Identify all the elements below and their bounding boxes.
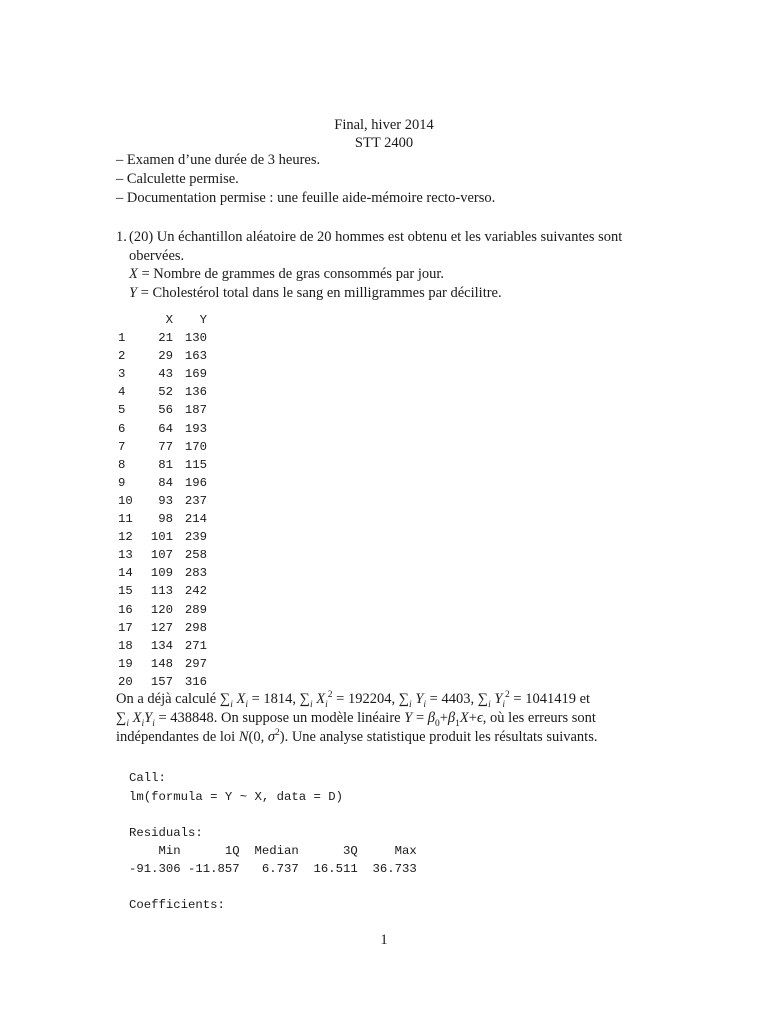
x-value: 52 bbox=[158, 385, 173, 400]
x-value: 148 bbox=[150, 656, 173, 671]
sums-line-2: $\sum_i$ $X_iY_i = 438848$. On suppose un modèle linéaire $Y = \beta_0+\beta_1X+\epsilon$, où les erreurs sont bbox=[116, 710, 596, 729]
column-header-y: Y bbox=[199, 313, 207, 327]
y-value: 297 bbox=[184, 656, 207, 671]
table-row bbox=[118, 619, 207, 637]
y-value: 237 bbox=[184, 493, 207, 508]
question-number: 1. bbox=[116, 229, 127, 245]
table-row bbox=[118, 564, 207, 582]
rule-documentation: – Documentation permise : une feuille aide-mémoire recto-verso. bbox=[116, 190, 496, 206]
table-row bbox=[118, 438, 207, 456]
sums-line-3: indépendantes de loi N(0, $\sigma^2$). Une analyse statistique produit les résultats suivants. bbox=[116, 728, 598, 745]
variable-y-text: = Cholestérol total dans le sang en milligrammes par décilitre. bbox=[140, 284, 502, 301]
row-index: 19 bbox=[118, 656, 133, 671]
y-value: 298 bbox=[184, 620, 207, 635]
x-value: 127 bbox=[150, 620, 173, 635]
question-intro-line2: obervées. bbox=[129, 247, 185, 264]
y-value: 136 bbox=[184, 385, 207, 400]
rule-calculator: – Calculette permise. bbox=[116, 171, 239, 187]
row-index: 3 bbox=[118, 367, 126, 382]
y-value: 271 bbox=[184, 638, 207, 653]
row-index: 1 bbox=[118, 331, 126, 346]
y-value: 163 bbox=[184, 349, 207, 364]
table-row bbox=[118, 329, 207, 347]
x-value: 98 bbox=[158, 512, 173, 527]
table-row bbox=[118, 347, 207, 365]
question-1 bbox=[116, 228, 656, 302]
row-index: 18 bbox=[118, 638, 133, 653]
table-row bbox=[118, 510, 207, 528]
table-row bbox=[118, 546, 207, 564]
x-value: 81 bbox=[158, 457, 173, 472]
question-intro-line1: (20) Un échantillon aléatoire de 20 hommes est obtenu et les variables suivantes sont bbox=[129, 229, 623, 245]
table-row bbox=[118, 492, 207, 510]
row-index: 11 bbox=[118, 512, 133, 527]
y-value: 193 bbox=[184, 421, 207, 436]
row-index: 6 bbox=[118, 421, 126, 436]
table-row bbox=[118, 655, 207, 673]
row-index: 7 bbox=[118, 439, 126, 454]
table-row bbox=[118, 601, 207, 619]
y-value: 169 bbox=[184, 367, 207, 382]
row-index: 15 bbox=[118, 584, 133, 599]
row-index: 14 bbox=[118, 566, 133, 581]
r-coefficients-label: Coefficients: bbox=[129, 898, 225, 912]
y-value: 258 bbox=[184, 548, 207, 563]
r-call-label: Call: bbox=[129, 771, 166, 785]
row-index: 4 bbox=[118, 385, 126, 400]
y-value: 115 bbox=[184, 457, 207, 472]
x-value: 64 bbox=[158, 421, 173, 436]
variable-x-definition: X = Nombre de grammes de gras consommés par jour. bbox=[129, 266, 445, 282]
y-value: 196 bbox=[184, 475, 207, 490]
row-index: 10 bbox=[118, 493, 133, 508]
y-value: 283 bbox=[184, 566, 207, 581]
row-index: 8 bbox=[118, 457, 126, 472]
r-call-formula: lm(formula = Y ~ X, data = D) bbox=[129, 790, 344, 804]
column-header-x: X bbox=[165, 313, 173, 327]
x-value: 113 bbox=[150, 584, 173, 599]
x-value: 93 bbox=[158, 493, 173, 508]
row-index: 5 bbox=[118, 403, 126, 418]
table-row bbox=[118, 401, 207, 419]
table-row bbox=[118, 528, 207, 546]
table-row bbox=[118, 474, 207, 492]
row-index: 2 bbox=[118, 349, 126, 364]
r-residuals-values: -91.306 -11.857 6.737 16.511 36.733 bbox=[129, 862, 417, 876]
table-row bbox=[118, 673, 207, 691]
row-index: 13 bbox=[118, 548, 133, 563]
x-value: 101 bbox=[150, 530, 173, 545]
rule-duration: – Examen d’une durée de 3 heures. bbox=[116, 152, 321, 168]
exam-title: Final, hiver 2014 bbox=[334, 117, 434, 133]
row-index: 20 bbox=[118, 674, 133, 689]
x-value: 29 bbox=[158, 349, 173, 364]
variable-y-definition: Y = Cholestérol total dans le sang en milligrammes par décilitre. bbox=[129, 284, 502, 301]
y-value: 239 bbox=[184, 530, 207, 545]
y-value: 242 bbox=[184, 584, 207, 599]
exam-rules bbox=[116, 151, 495, 208]
x-value: 43 bbox=[158, 367, 173, 382]
sums-paragraph bbox=[116, 690, 656, 747]
r-residuals-header: Min 1Q Median 3Q Max bbox=[129, 844, 417, 858]
y-value: 316 bbox=[184, 674, 207, 689]
table-row bbox=[118, 456, 207, 474]
r-residuals-label: Residuals: bbox=[129, 826, 203, 840]
x-value: 77 bbox=[158, 439, 173, 454]
x-value: 134 bbox=[150, 638, 173, 653]
table-row bbox=[118, 582, 207, 600]
page-number: 1 bbox=[380, 932, 388, 948]
row-index: 16 bbox=[118, 602, 133, 617]
x-value: 21 bbox=[158, 331, 173, 346]
y-value: 187 bbox=[184, 403, 207, 418]
table-row bbox=[118, 637, 207, 655]
x-value: 56 bbox=[158, 403, 173, 418]
x-value: 120 bbox=[150, 602, 173, 617]
y-value: 214 bbox=[184, 512, 207, 527]
y-value: 289 bbox=[184, 602, 207, 617]
table-row bbox=[118, 383, 207, 401]
variable-x-text: = Nombre de grammes de gras consommés par jour. bbox=[141, 266, 445, 282]
data-table bbox=[118, 311, 207, 691]
x-value: 107 bbox=[150, 548, 173, 563]
table-header bbox=[118, 311, 207, 329]
exam-header bbox=[0, 116, 768, 152]
row-index: 9 bbox=[118, 475, 126, 490]
x-value: 109 bbox=[150, 566, 173, 581]
x-value: 84 bbox=[158, 475, 173, 490]
x-value: 157 bbox=[150, 674, 173, 689]
table-row bbox=[118, 365, 207, 383]
y-value: 130 bbox=[184, 331, 207, 346]
table-row bbox=[118, 420, 207, 438]
y-value: 170 bbox=[184, 439, 207, 454]
row-index: 17 bbox=[118, 620, 133, 635]
sums-line-1: On a déjà calculé $\sum_i$ $X_i = 1814$, $\sum_i$ $X_i^2 = 192204$, $\sum_i$ $Y_i = 4403$, $\sum_i$ $Y_i^2 = 1041419$ et bbox=[116, 690, 591, 710]
row-index: 12 bbox=[118, 530, 133, 545]
course-code: STT 2400 bbox=[354, 135, 414, 151]
